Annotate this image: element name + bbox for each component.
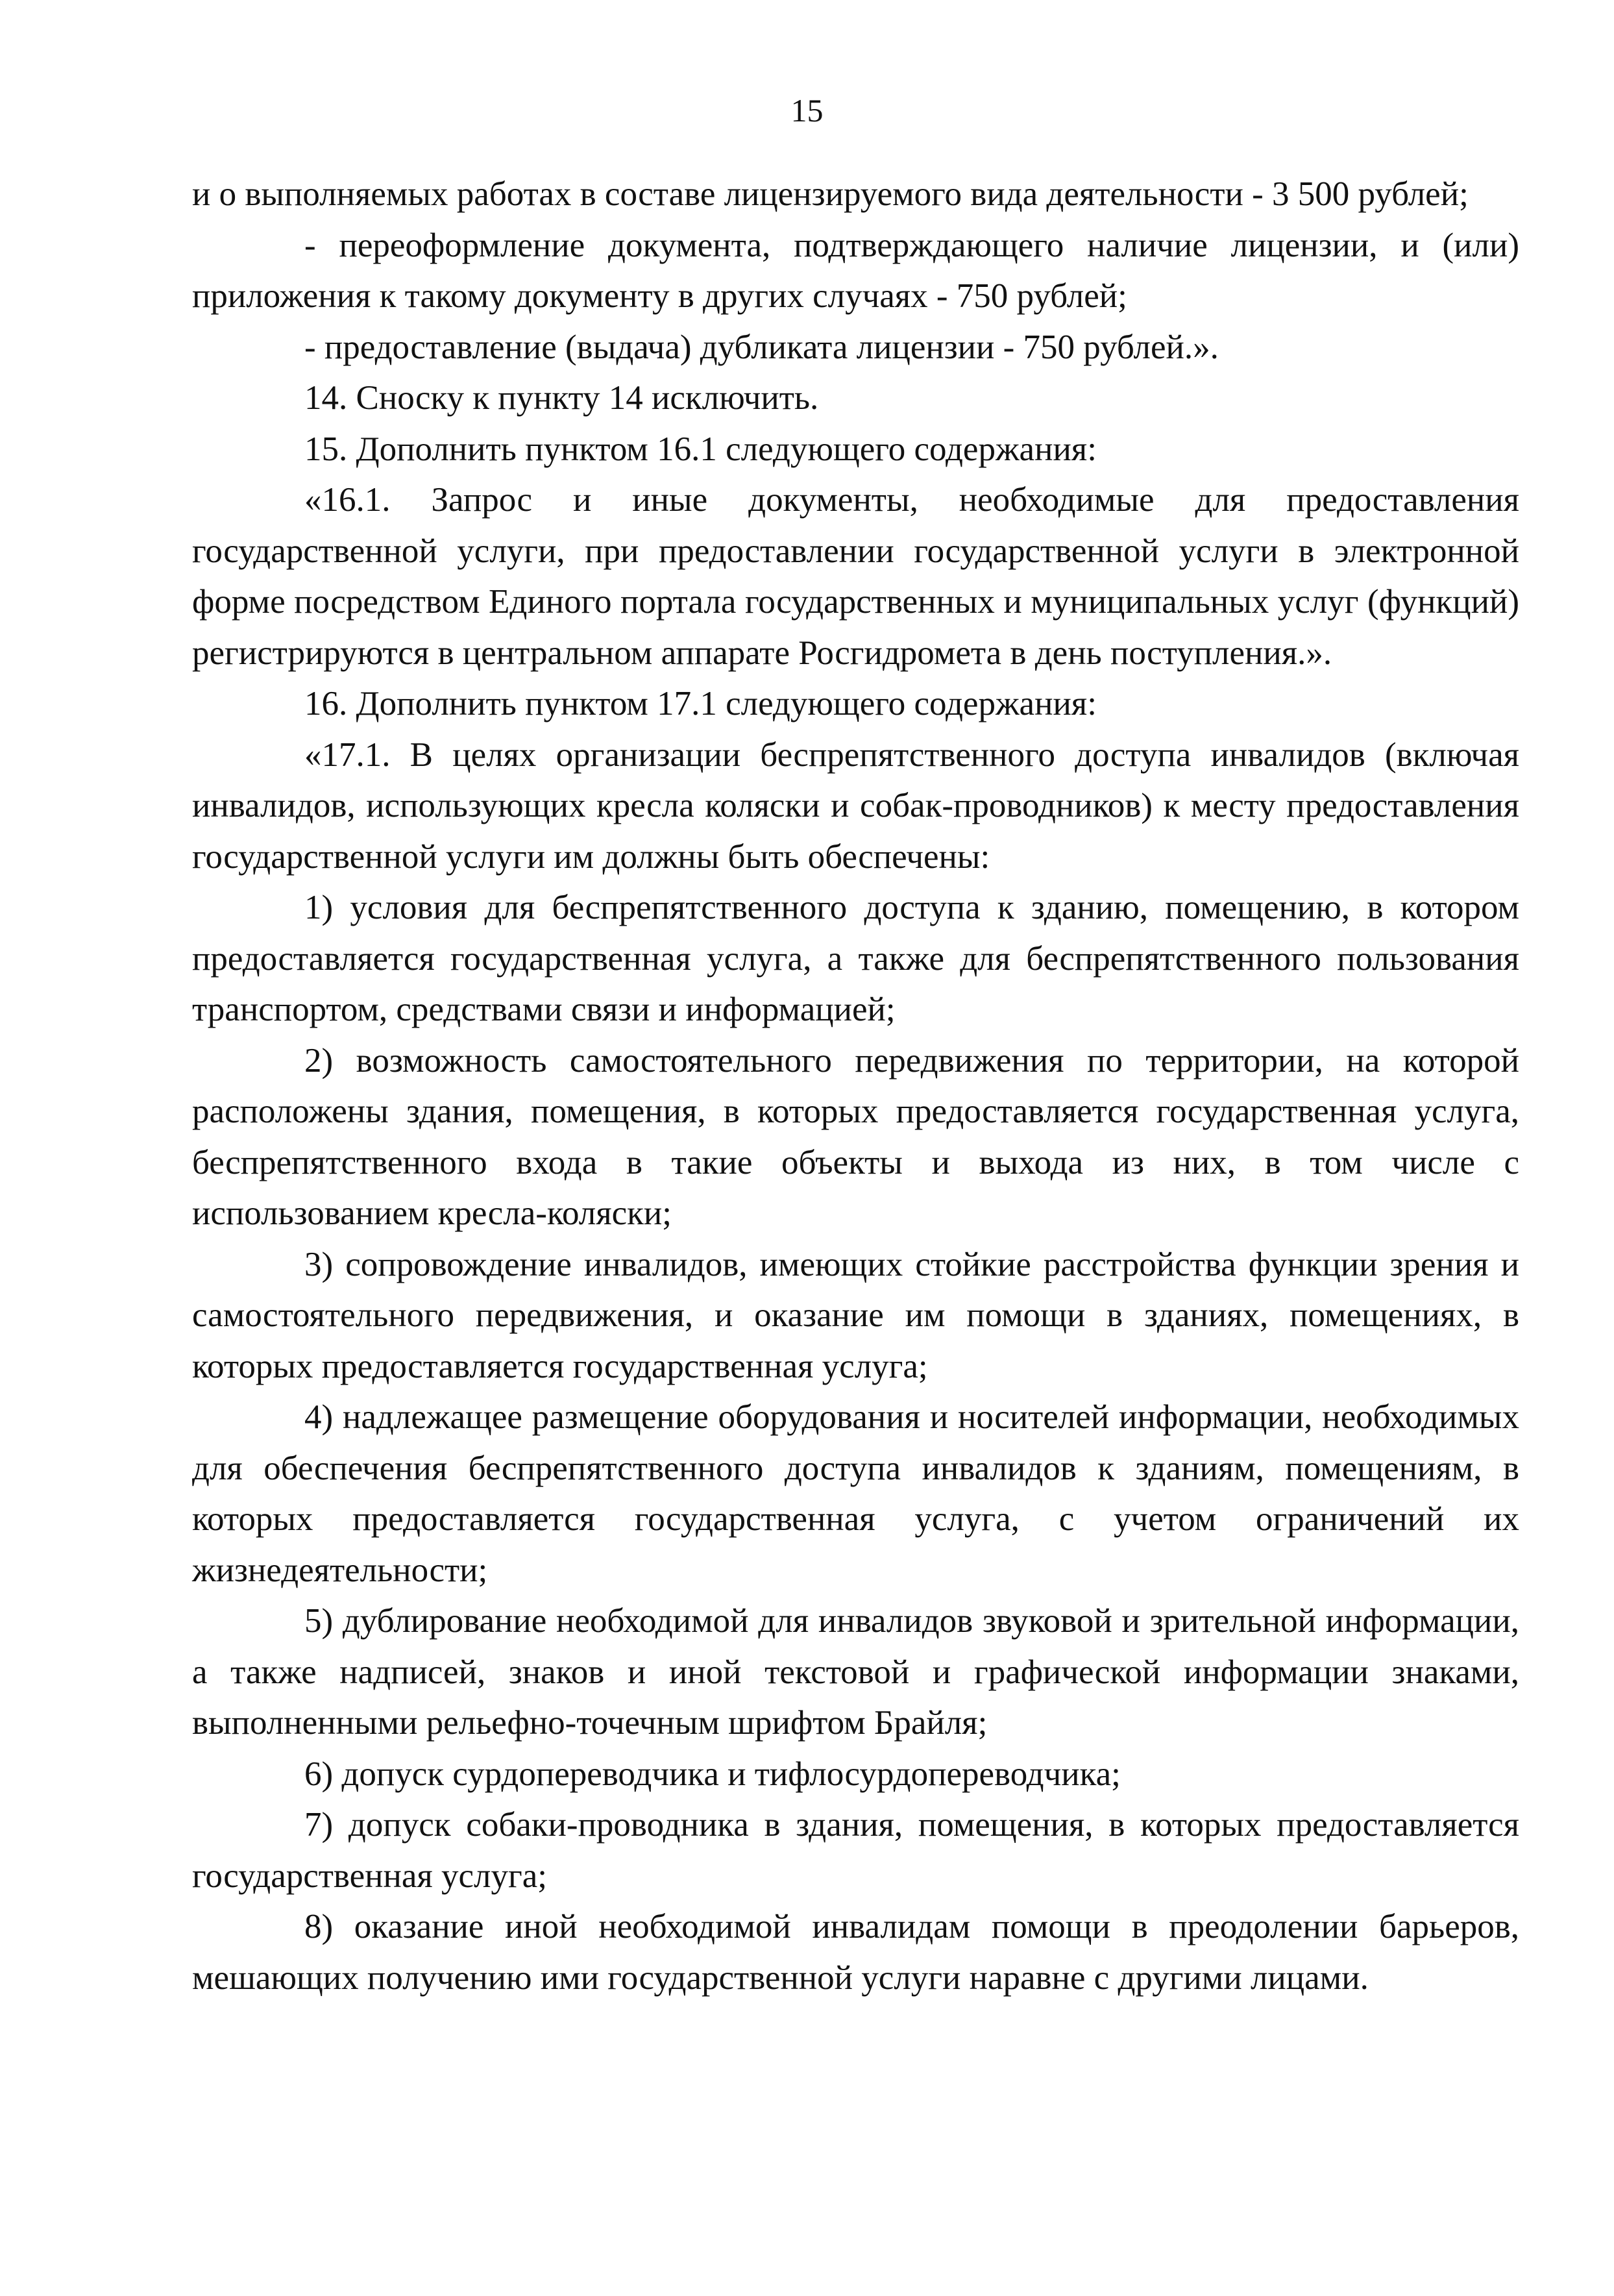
paragraph: 16. Дополнить пунктом 17.1 следующего содержания:	[304, 685, 1097, 722]
list-item: 7) допуск собаки-проводника в здания, помещения, в которых предоставляется государственная услуга;	[192, 1806, 1519, 1895]
list-item: 5) дублирование необходимой для инвалидов звуковой и зрительной информации, а также надписей, знаков и иной текстовой и графической информации знаками, выполненными рельефно-точечным шрифтом Брайля;	[192, 1602, 1519, 1742]
list-item: 8) оказание иной необходимой инвалидам помощи в преодолении барьеров, мешающих получению ими государственной услуги наравне с другими лицами.	[192, 1908, 1519, 1997]
paragraph: «16.1. Запрос и иные документы, необходимые для предоставления государственной услуги, при предоставлении государственной услуги в электронной форме посредством Единого портала государственных и муниципальных услуг (функций) регистрируются в центральном аппарате Росгидромета в день поступления.».	[192, 481, 1519, 672]
paragraph: и о выполняемых работах в составе лицензируемого вида деятельности - 3 500 рублей;	[192, 175, 1469, 213]
list-item: 3) сопровождение инвалидов, имеющих стойкие расстройства функции зрения и самостоятельного передвижения, и оказание им помощи в зданиях, помещениях, в которых предоставляется государственная услуга;	[192, 1245, 1519, 1385]
document-body	[192, 169, 1519, 2003]
list-item: 6) допуск сурдопереводчика и тифлосурдопереводчика;	[304, 1755, 1121, 1793]
paragraph: 15. Дополнить пунктом 16.1 следующего содержания:	[304, 430, 1097, 468]
page-number: 15	[790, 92, 824, 129]
paragraph: - предоставление (выдача) дубликата лицензии - 750 рублей.».	[304, 328, 1219, 366]
paragraph: 14. Сноску к пункту 14 исключить.	[304, 379, 819, 417]
list-item: 2) возможность самостоятельного передвижения по территории, на которой расположены здания, помещения, в которых предоставляется государственная услуга, беспрепятственного входа в такие объекты и выхода из них, в том числе с использованием кресла-коляски;	[192, 1041, 1519, 1232]
paragraph: - переоформление документа, подтверждающего наличие лицензии, и (или) приложения к такому документу в других случаях - 750 рублей;	[192, 226, 1519, 315]
paragraph: «17.1. В целях организации беспрепятственного доступа инвалидов (включая инвалидов, использующих кресла коляски и собак-проводников) к месту предоставления государственной услуги им должны быть обеспечены:	[192, 735, 1519, 876]
list-item: 4) надлежащее размещение оборудования и носителей информации, необходимых для обеспечения беспрепятственного доступа инвалидов к зданиям, помещениям, в которых предоставляется государственная услуга, с учетом ограничений их жизнедеятельности;	[192, 1398, 1519, 1589]
list-item: 1) условия для беспрепятственного доступа к зданию, помещению, в котором предоставляется государственная услуга, а также для беспрепятственного пользования транспортом, средствами связи и информацией;	[192, 889, 1519, 1028]
